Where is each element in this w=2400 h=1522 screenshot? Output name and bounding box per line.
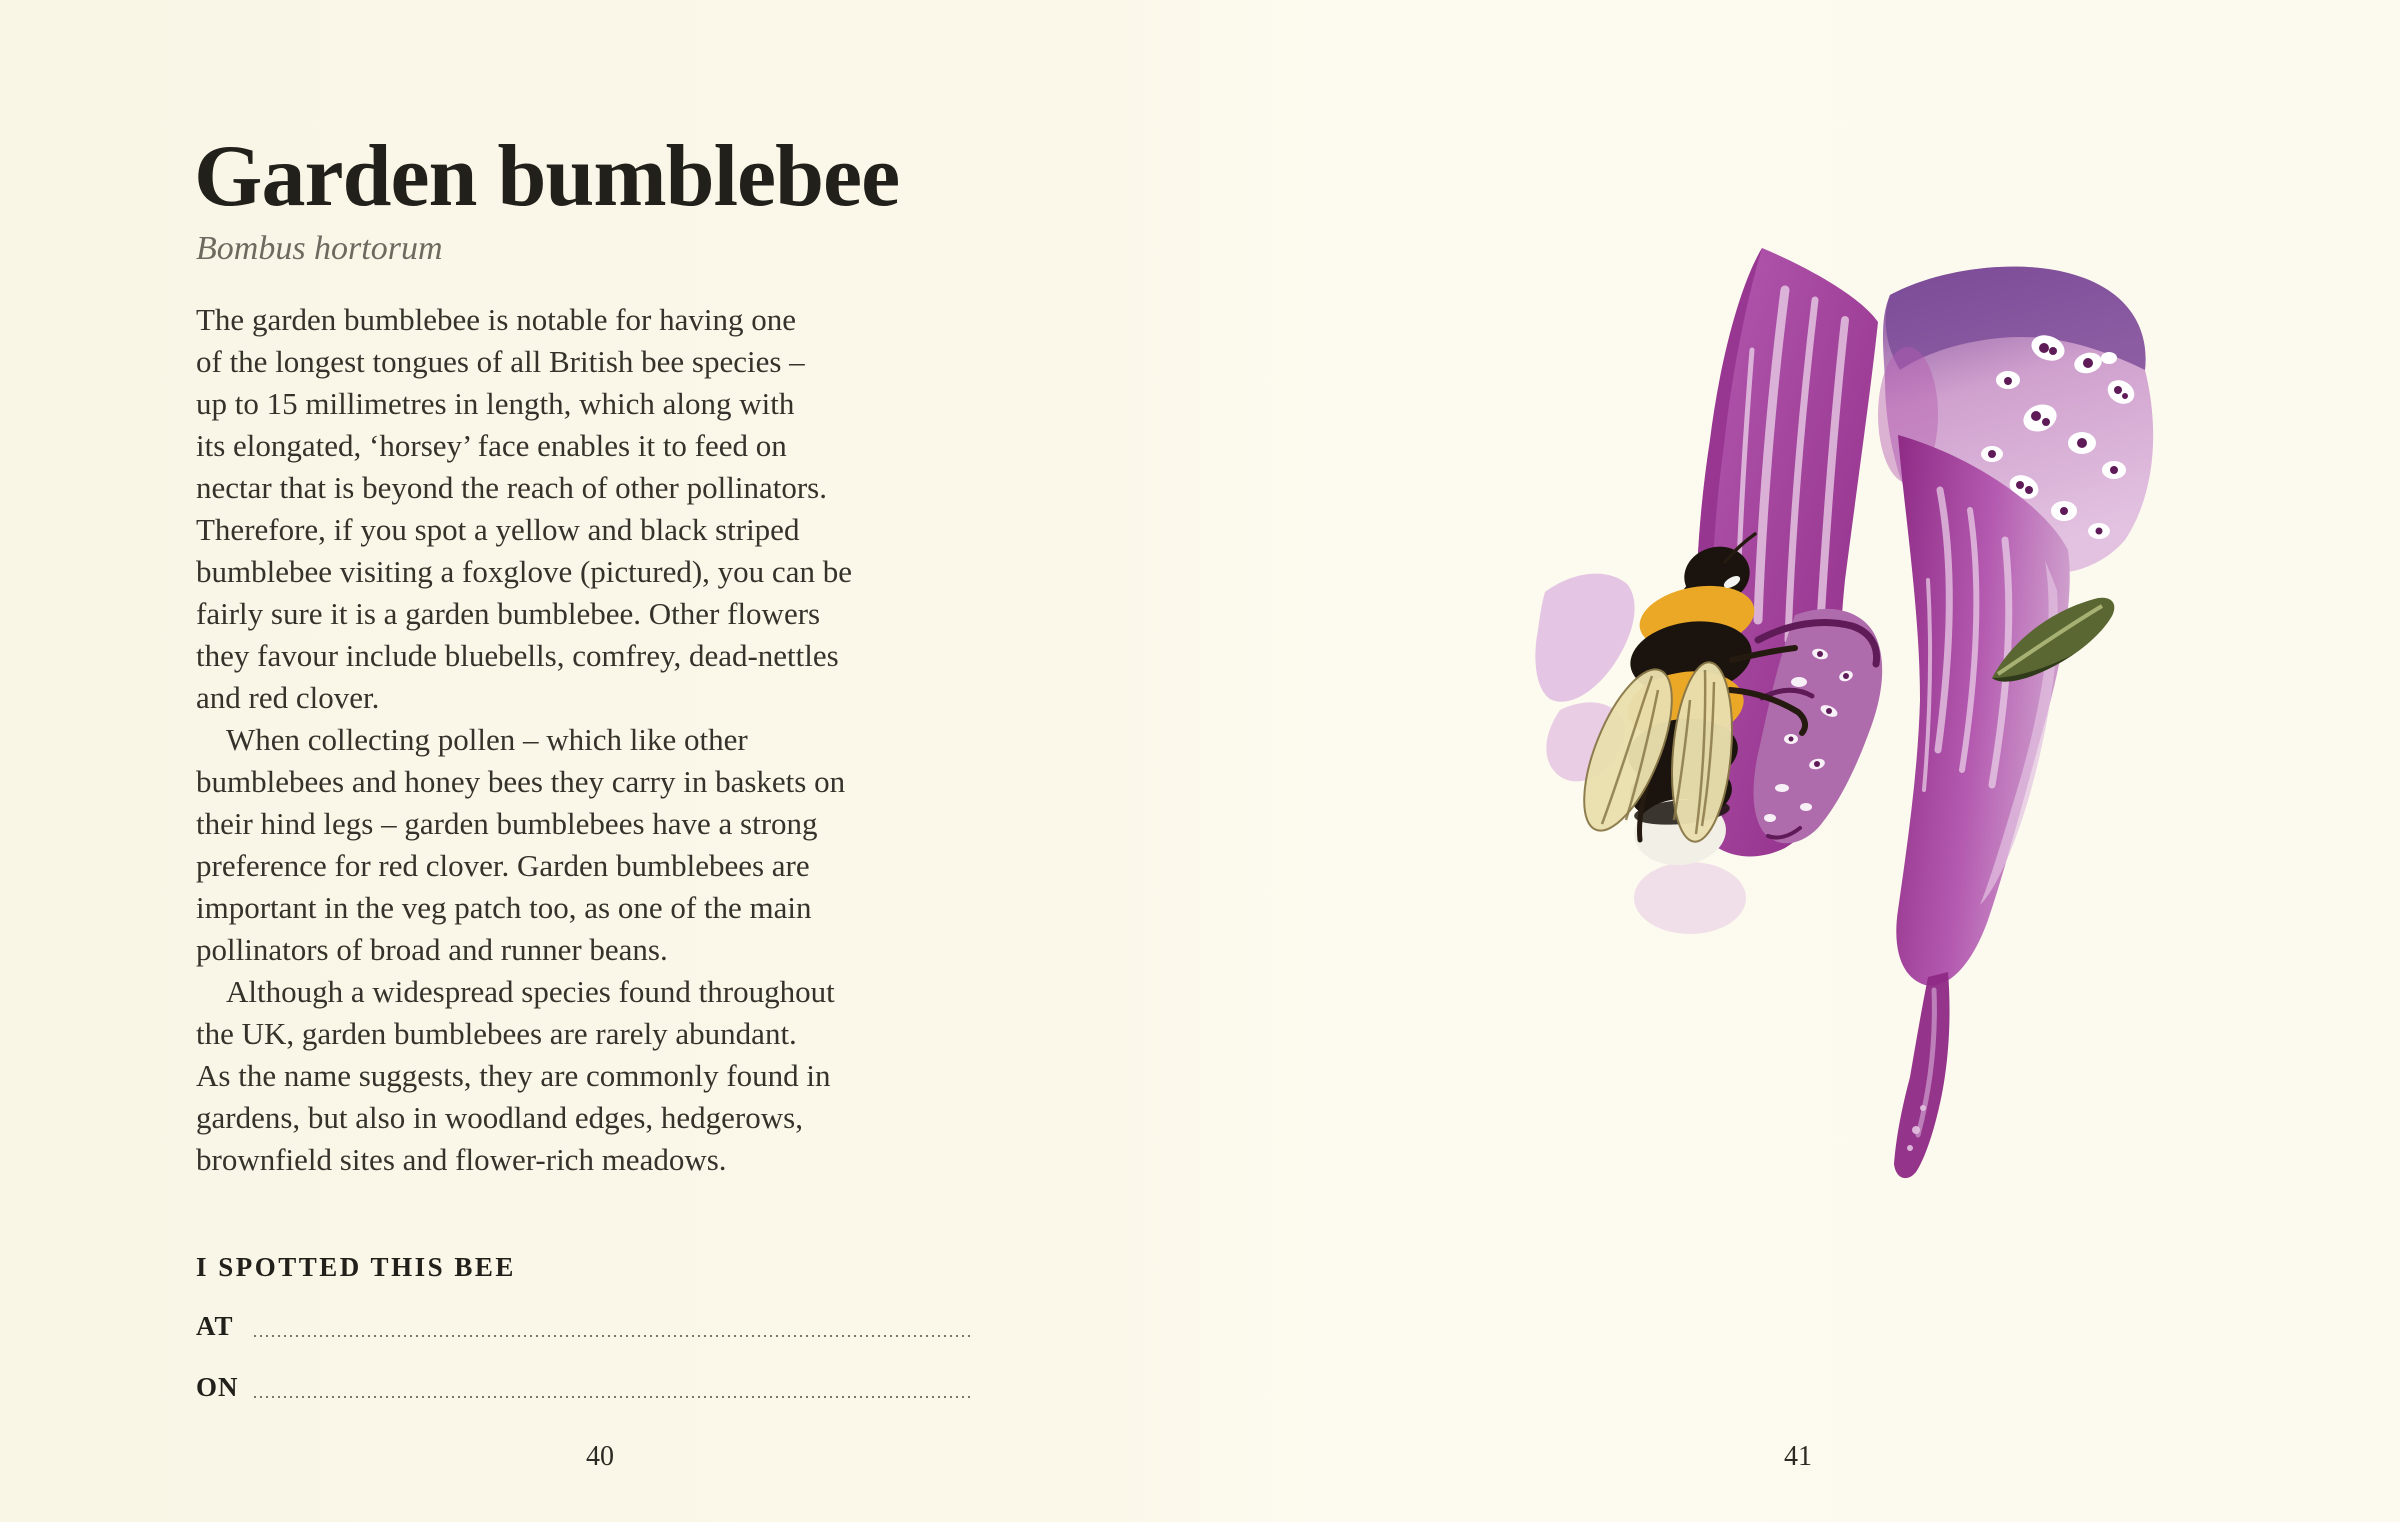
at-label: AT	[196, 1311, 234, 1341]
text-line: Therefore, if you spot a yellow and black striped	[196, 512, 800, 547]
page-number-left: 40	[586, 1441, 614, 1472]
text-line: its elongated, ‘horsey’ face enables it to feed on	[196, 428, 787, 463]
text-line: important in the veg patch too, as one of the main	[196, 890, 812, 925]
spotted-heading: I SPOTTED THIS BEE	[196, 1252, 516, 1282]
text-line: up to 15 millimetres in length, which along with	[196, 386, 795, 421]
text-line: Although a widespread species found throughout	[226, 974, 835, 1009]
text-line: pollinators of broad and runner beans.	[196, 932, 668, 967]
body-text	[196, 299, 976, 1181]
paragraph-1	[196, 299, 976, 719]
field-at	[196, 1311, 972, 1345]
text-line: their hind legs – garden bumblebees have a strong	[196, 806, 818, 841]
text-line: As the name suggests, they are commonly found in	[196, 1058, 831, 1093]
text-line: brownfield sites and flower-rich meadows.	[196, 1142, 727, 1177]
text-line: bumblebees and honey bees they carry in baskets on	[196, 764, 846, 799]
on-label: ON	[196, 1372, 239, 1402]
text-line: fairly sure it is a garden bumblebee. Other flowers	[196, 596, 821, 631]
text-line: they favour include bluebells, comfrey, dead-nettles	[196, 638, 839, 673]
at-fill-line	[254, 1335, 972, 1338]
text-line: When collecting pollen – which like other	[226, 722, 748, 757]
text-line: of the longest tongues of all British bee species –	[196, 344, 805, 379]
hanging-bud	[1894, 972, 1950, 1178]
field-on	[196, 1372, 972, 1406]
species-latin-name: Bombus hortorum	[196, 230, 443, 267]
text-line: and red clover.	[196, 680, 380, 715]
text-line: preference for red clover. Garden bumblebees are	[196, 848, 810, 883]
foxglove-curved-tube	[1894, 435, 2070, 1178]
on-fill-line	[254, 1396, 972, 1399]
text-line: bumblebee visiting a foxglove (pictured), you can be	[196, 554, 852, 589]
text-line: gardens, but also in woodland edges, hedgerows,	[196, 1100, 803, 1135]
page-number-right: 41	[1784, 1441, 1812, 1472]
foxglove-bee-illustration	[1500, 230, 2200, 1230]
text-line: The garden bumblebee is notable for having one	[196, 302, 796, 337]
paragraph-2	[196, 719, 976, 1181]
text-line: the UK, garden bumblebees are rarely abundant.	[196, 1016, 797, 1051]
text-line: nectar that is beyond the reach of other pollinators.	[196, 470, 827, 505]
page-title: Garden bumblebee	[194, 128, 900, 225]
